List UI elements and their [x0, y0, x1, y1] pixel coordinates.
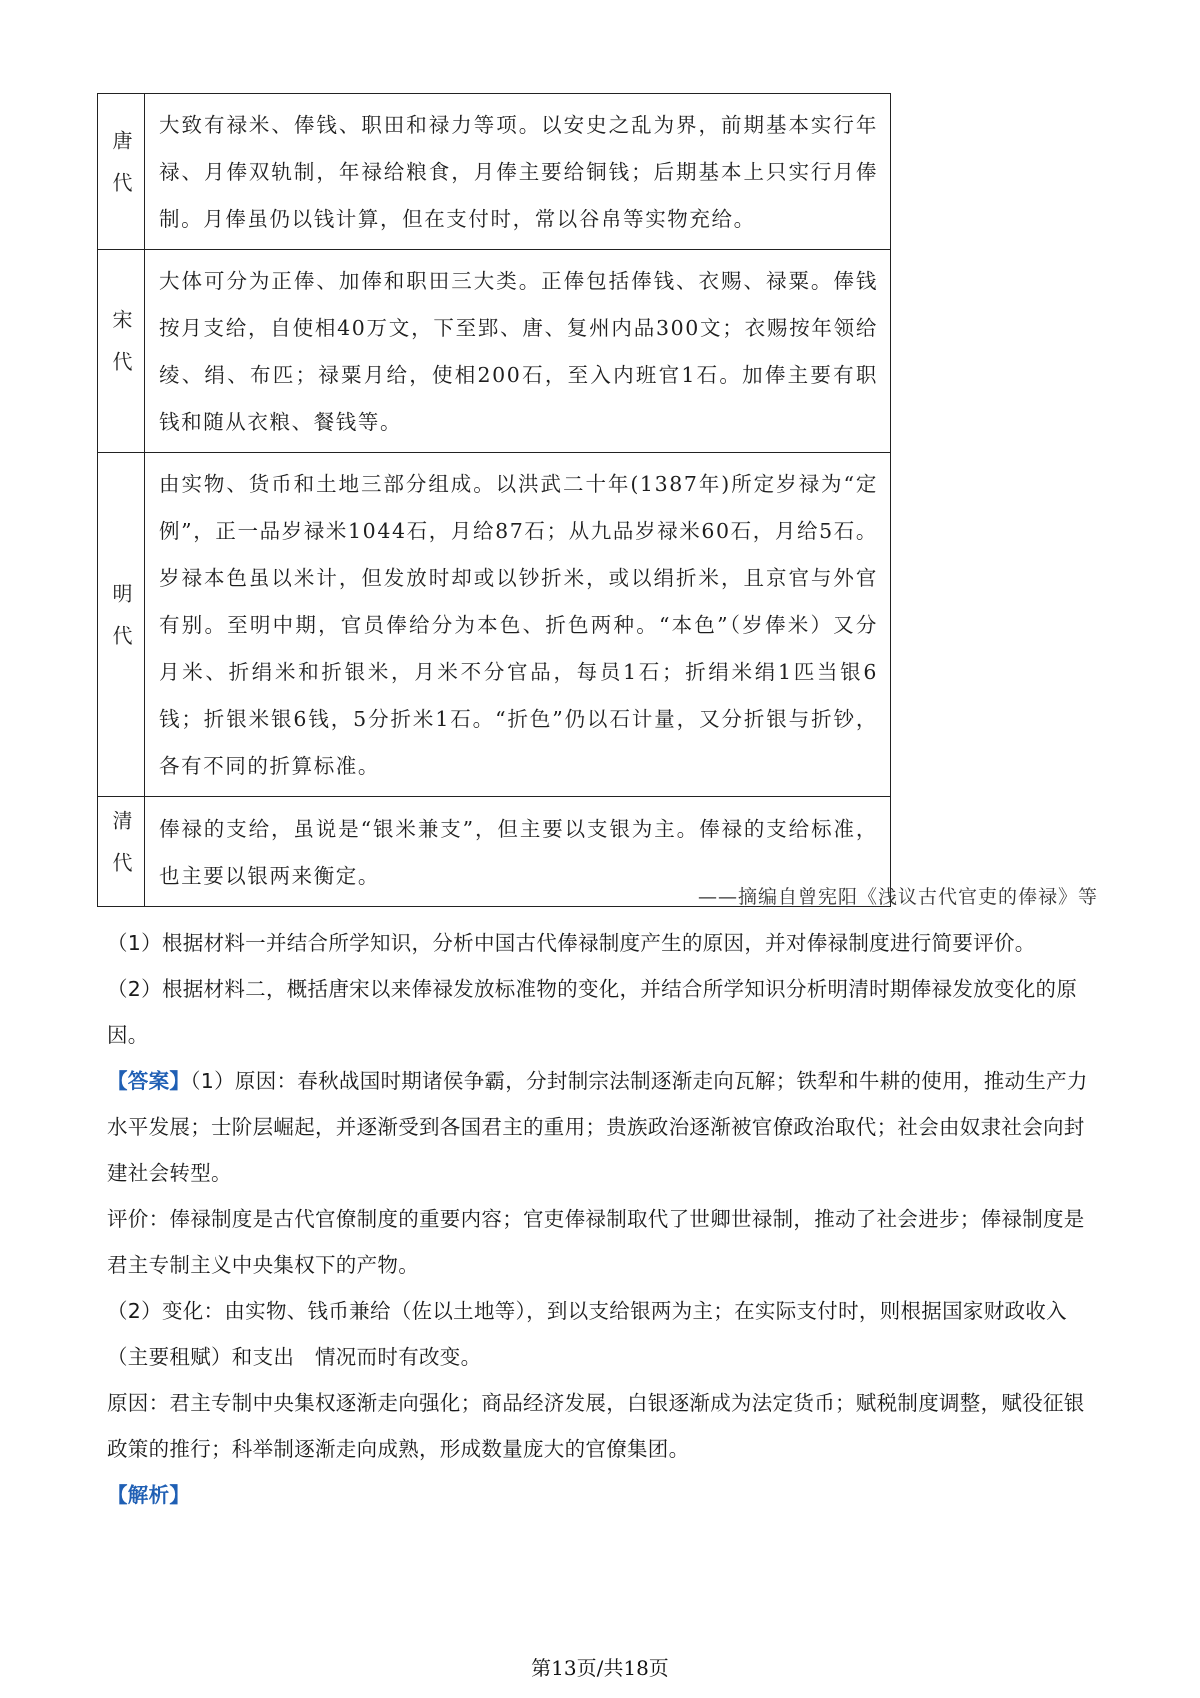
- source-citation: ——摘编自曾宪阳《浅议古代官吏的俸禄》等: [697, 886, 1098, 908]
- question-1: （1）根据材料一并结合所学知识，分析中国古代俸禄制度产生的原因，并对俸禄制度进行简要评价。: [107, 931, 1036, 955]
- dynasty-cell: 明代: [98, 453, 145, 797]
- question-2: （2）根据材料二，概括唐宋以来俸禄发放标准物的变化，并结合所学知识分析明清时期俸禄发放变化的原因。: [107, 977, 1078, 1047]
- table-row: [98, 453, 891, 797]
- dynasty-description: 大体可分为正俸、加俸和职田三大类。正俸包括俸钱、衣赐、禄粟。俸钱按月支给，自使相40万文，下至郢、唐、复州内品300文；衣赐按年领给绫、绢、布匹；禄粟月给，使相200石，至入内班官1石。加俸主要有职钱和随从衣粮、餐钱等。: [145, 250, 891, 453]
- answer-part-2: （2）变化：由实物、钱币兼给（佐以土地等），到以支给银两为主；在实际支付时，则根据国家财政收入（主要租赋）和支出 情况而时有改变。: [107, 1299, 1067, 1369]
- analysis-tag: 【解析】: [107, 1483, 191, 1507]
- page-number: 第13页/共18页: [531, 1656, 669, 1680]
- analysis-heading: [107, 1472, 1099, 1518]
- salary-system-table: [97, 93, 891, 907]
- table-row: [98, 94, 891, 250]
- question-answer-section: [107, 920, 1099, 1518]
- table-row: [98, 250, 891, 453]
- answer-reasons: 原因：君主专制中央集权逐渐走向强化；商品经济发展，白银逐渐成为法定货币；赋税制度调整，赋役征银政策的推行；科举制逐渐走向成熟，形成数量庞大的官僚集团。: [107, 1391, 1085, 1461]
- answer-text: （1）原因：春秋战国时期诸侯争霸，分封制宗法制逐渐走向瓦解；铁犁和牛耕的使用，推动生产力水平发展；士阶层崛起，并逐渐受到各国君主的重用；贵族政治逐渐被官僚政治取代；社会由奴隶社会向封建社会转型。: [107, 1069, 1088, 1185]
- dynasty-description: 由实物、货币和土地三部分组成。以洪武二十年(1387年)所定岁禄为“定例”，正一品岁禄米1044石，月给87石；从九品岁禄米60石，月给5石。岁禄本色虽以米计，但发放时却或以钞折米，或以绢折米，且京官与外官有别。至明中期，官员俸给分为本色、折色两种。“本色”（岁俸米）又分月米、折绢米和折银米，月米不分官品，每员1石；折绢米绢1匹当银6钱；折银米银6钱，5分折米1石。“折色”仍以石计量，又分折银与折钞，各有不同的折算标准。: [145, 453, 891, 797]
- dynasty-cell: 宋代: [98, 250, 145, 453]
- dynasty-description: 俸禄的支给，虽说是“银米兼支”，但主要以支银为主。俸禄的支给标准，也主要以银两来衡定。: [145, 797, 891, 907]
- answer-part-1: [107, 1058, 1099, 1196]
- answer-evaluation: 评价：俸禄制度是古代官僚制度的重要内容；官吏俸禄制取代了世卿世禄制，推动了社会进步；俸禄制度是君主专制主义中央集权下的产物。: [107, 1207, 1085, 1277]
- dynasty-cell: 清代: [98, 797, 145, 907]
- dynasty-description: 大致有禄米、俸钱、职田和禄力等项。以安史之乱为界，前期基本实行年禄、月俸双轨制，年禄给粮食，月俸主要给铜钱；后期基本上只实行月俸制。月俸虽仍以钱计算，但在支付时，常以谷帛等实物充给。: [145, 94, 891, 250]
- answer-tag: 【答案】: [107, 1069, 191, 1093]
- dynasty-cell: 唐代: [98, 94, 145, 250]
